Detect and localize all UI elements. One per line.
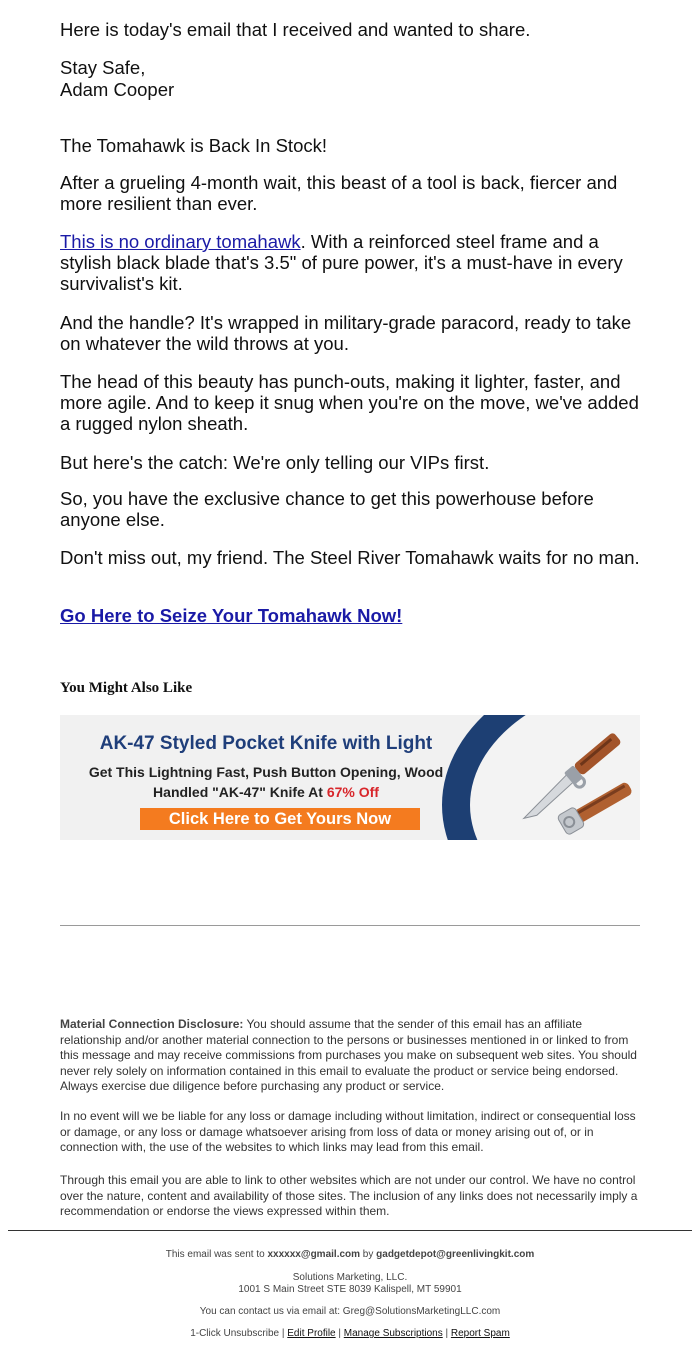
intro-line: Here is today's email that I received and wanted to share. bbox=[60, 19, 531, 40]
report-spam-link[interactable]: Report Spam bbox=[450, 1328, 510, 1339]
footer-divider bbox=[8, 1230, 692, 1231]
unsubscribe-label[interactable]: 1-Click Unsubscribe bbox=[190, 1328, 280, 1339]
paragraph-6: So, you have the exclusive chance to get this powerhouse before anyone else. bbox=[60, 488, 594, 530]
banner-subtitle bbox=[60, 762, 472, 802]
knife-image bbox=[500, 715, 640, 840]
disclosure-label: Material Connection Disclosure: bbox=[60, 1017, 244, 1031]
paragraph-7: Don't miss out, my friend. The Steel River Tomahawk waits for no man. bbox=[60, 547, 640, 568]
disclosure-paragraph-3: Through this email you are able to link to other websites which are not under our control. We have no control over the nature, content and availability of those sites. The inclusion of any links does not necessarily imply a recommendation or endorse the views expressed within them. bbox=[60, 1173, 638, 1218]
paragraph-5: But here's the catch: We're only telling our VIPs first. bbox=[60, 452, 490, 473]
company-name: Solutions Marketing, LLC. bbox=[292, 1272, 408, 1283]
manage-subscriptions-link[interactable]: Manage Subscriptions bbox=[343, 1328, 443, 1339]
paragraph-1: After a grueling 4-month wait, this beast of a tool is back, fiercer and more resilient than ever. bbox=[60, 172, 618, 214]
separator: | bbox=[335, 1328, 344, 1339]
edit-profile-link[interactable]: Edit Profile bbox=[287, 1328, 336, 1339]
disclosure-paragraph-1 bbox=[60, 1017, 645, 1095]
sent-by: by bbox=[360, 1249, 377, 1260]
signoff: Stay Safe, bbox=[60, 57, 146, 78]
discount-text: 67% Off bbox=[326, 784, 379, 800]
disclosure-paragraph-2: In no event will we be liable for any loss or damage including without limitation, indirect or consequential loss or damage, or any loss or damage whatsoever arising from loss of data or money arising out of, or in connection with, the use of the websites to which links may lead from this email. bbox=[60, 1109, 636, 1154]
disclosure-text-1: You should assume that the sender of this email has an affiliate relationship and/or another material connection to the persons or businesses mentioned in or linked to from this message and may receive commissions from purchases you make on subsequent web sites. You should never rely solely on information contained in this email to evaluate the product or service being endorsed. Always exercise due diligence before purchasing any product or service. bbox=[60, 1017, 637, 1093]
you-might-also-like-heading: You Might Also Like bbox=[60, 680, 193, 696]
knife-promo-banner[interactable] bbox=[60, 715, 640, 840]
get-yours-button[interactable]: Click Here to Get Yours Now bbox=[140, 808, 420, 830]
banner-subtitle-line2 bbox=[60, 782, 472, 802]
separator: | bbox=[442, 1328, 451, 1339]
paragraph-2 bbox=[60, 231, 640, 294]
sent-prefix: This email was sent to bbox=[165, 1249, 268, 1260]
tomahawk-link[interactable]: This is no ordinary tomahawk bbox=[60, 231, 301, 252]
sender-email: gadgetdepot@greenlivingkit.com bbox=[376, 1249, 535, 1260]
paragraph-3: And the handle? It's wrapped in military-grade paracord, ready to take on whatever the wild throws at you. bbox=[60, 312, 632, 354]
unsubscribe-links bbox=[0, 1328, 700, 1340]
paragraph-4: The head of this beauty has punch-outs, making it lighter, faster, and more agile. And to keep it snug when you're on the move, we've added a rugged nylon sheath. bbox=[60, 371, 639, 434]
banner-subtitle-line1: Get This Lightning Fast, Push Button Opening, Wood bbox=[88, 764, 444, 780]
seize-tomahawk-link[interactable]: Go Here to Seize Your Tomahawk Now! bbox=[60, 605, 403, 626]
recipient-email: xxxxxx@gmail.com bbox=[267, 1249, 361, 1260]
cta-paragraph bbox=[60, 605, 640, 626]
paragraph-2-text: . With a reinforced steel frame and a stylish black blade that's 3.5" of pure power, it's a must-have in every survivalist's kit. bbox=[60, 231, 623, 294]
headline: The Tomahawk is Back In Stock! bbox=[60, 135, 327, 156]
sender-name: Adam Cooper bbox=[60, 79, 175, 100]
contact-line: You can contact us via email at: Greg@SolutionsMarketingLLC.com bbox=[199, 1306, 501, 1317]
banner-subtitle-text: Handled "AK-47" Knife At bbox=[153, 784, 327, 800]
sent-to-line bbox=[0, 1249, 700, 1261]
separator: | bbox=[279, 1328, 288, 1339]
divider bbox=[60, 925, 640, 926]
company-address: 1001 S Main Street STE 8039 Kalispell, MT 59901 bbox=[238, 1284, 462, 1295]
banner-title: AK-47 Styled Pocket Knife with Light bbox=[99, 733, 433, 754]
